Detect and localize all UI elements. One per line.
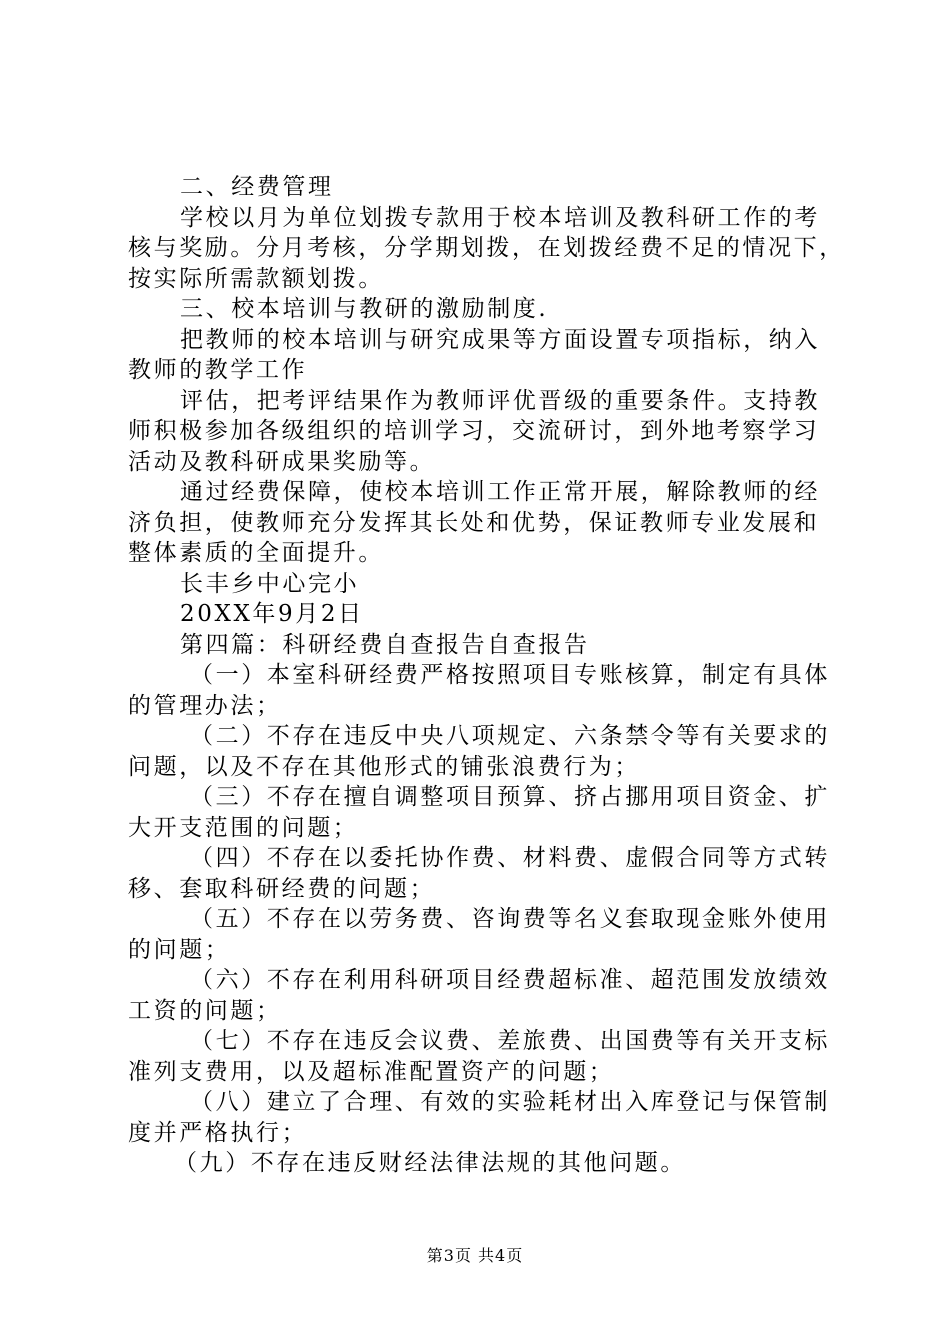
text-line: 的问题； [128, 936, 231, 963]
text-line: 第四篇：科研经费自查报告自查报告 [180, 631, 590, 658]
text-line: 评估，把考评结果作为教师评优晋级的重要条件。支持教 [180, 387, 820, 414]
text-line: （四）不存在以委托协作费、材料费、虚假合同等方式转 [190, 845, 830, 871]
text-line: 三、校本培训与教研的激励制度. [180, 296, 549, 322]
text-line: 20XX年9月2日 [180, 601, 364, 627]
text-line: （五）不存在以劳务费、咨询费等名义套取现金账外使用 [190, 906, 830, 932]
text-line: （七）不存在违反会议费、差旅费、出国费等有关开支标 [190, 1028, 830, 1054]
text-line: 问题，以及不存在其他形式的铺张浪费行为； [128, 753, 640, 780]
text-line: 二、经费管理 [180, 174, 334, 200]
text-line: （三）不存在擅自调整项目预算、挤占挪用项目资金、扩 [190, 784, 830, 810]
text-line: 济负担，使教师充分发挥其长处和优势，保证教师专业发展和 [128, 509, 820, 536]
text-line: （二）不存在违反中央八项规定、六条禁令等有关要求的 [190, 723, 830, 749]
text-line: 移、套取科研经费的问题； [128, 875, 436, 902]
text-line: 的管理办法； [128, 692, 282, 719]
text-line: 按实际所需款额划拨。 [128, 265, 384, 292]
document-body [128, 172, 845, 1179]
text-line: 师积极参加各级组织的培训学习，交流研讨，到外地考察学习 [128, 418, 820, 444]
text-line: 通过经费保障，使校本培训工作正常开展，解除教师的经 [180, 479, 820, 505]
text-line: （八）建立了合理、有效的实验耗材出入库登记与保管制 [190, 1089, 830, 1115]
text-line: （九）不存在违反财经法律法规的其他问题。 [174, 1150, 686, 1176]
text-line: （一）本室科研经费严格按照项目专账核算，制定有具体 [190, 662, 830, 688]
text-line: （六）不存在利用科研项目经费超标准、超范围发放绩效 [190, 967, 830, 993]
text-line: 度并严格执行； [128, 1119, 308, 1146]
text-line: 核与奖励。分月考核，分学期划拨，在划拨经费不足的情况下， [128, 235, 845, 261]
text-line: 整体素质的全面提升。 [128, 540, 384, 566]
text-line: 准列支费用，以及超标准配置资产的问题； [128, 1058, 615, 1085]
text-line: 把教师的校本培训与研究成果等方面设置专项指标，纳入 [180, 326, 820, 353]
text-line: 教师的教学工作 [128, 357, 308, 383]
text-line: 大开支范围的问题； [128, 814, 359, 841]
text-line: 长丰乡中心完小 [180, 570, 360, 597]
page-footer: 第3页 共4页 [426, 1246, 524, 1265]
text-line: 学校以月为单位划拨专款用于校本培训及教科研工作的考 [180, 204, 820, 231]
text-line: 活动及教科研成果奖励等。 [128, 448, 436, 475]
text-line: 工资的问题； [128, 997, 282, 1024]
